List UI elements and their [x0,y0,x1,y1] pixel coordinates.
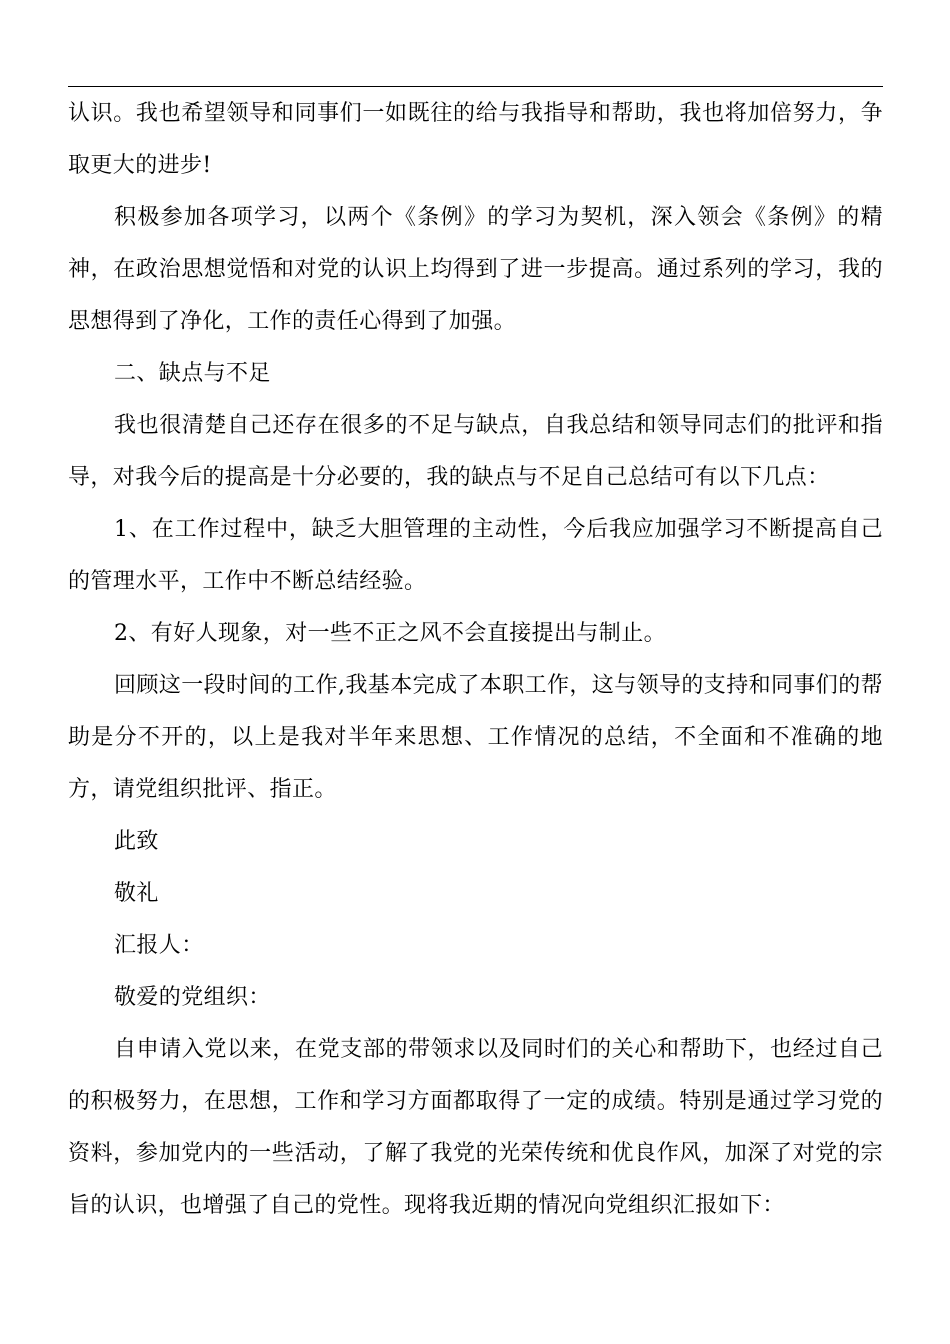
paragraph-shortcomings-intro: 我也很清楚自己还存在很多的不足与缺点，自我总结和领导同志们的批评和指导，对我今后的提高是十分必要的，我的缺点与不足自己总结可有以下几点： [68,413,883,490]
list-item-2: 2、有好人现象，对一些不正之风不会直接提出与制止。 [114,621,666,646]
reporter-label: 汇报人： [114,933,204,958]
paragraph-review: 回顾这一段时间的工作,我基本完成了本职工作，这与领导的支持和同事们的帮助是分不开的，以上是我对半年来思想、工作情况的总结，不全面和不准确的地方，请党组织批评、指正。 [68,673,883,802]
closing-jingli: 敬礼 [114,881,159,906]
document-body [68,88,883,1232]
paragraph-study: 积极参加各项学习，以两个《条例》的学习为契机，深入领会《条例》的精神，在政治思想觉悟和对党的认识上均得到了进一步提高。通过系列的学习，我的思想得到了净化，工作的责任心得到了加强。 [68,205,883,334]
list-item-1: 1、在工作过程中，缺乏大胆管理的主动性，今后我应加强学习不断提高自己的管理水平，工作中不断总结经验。 [68,517,883,594]
paragraph-continuation: 认识。我也希望领导和同事们一如既往的给与我指导和帮助，我也将加倍努力，争取更大的进步! [68,101,883,178]
closing-cizhi: 此致 [114,829,159,854]
header-rule [68,86,883,87]
paragraph-report-intro: 自申请入党以来，在党支部的带领求以及同时们的关心和帮助下，也经过自己的积极努力，在思想，工作和学习方面都取得了一定的成绩。特别是通过学习党的资料，参加党内的一些活动，了解了我党的光荣传统和优良作风，加深了对党的宗旨的认识，也增强了自己的党性。现将我近期的情况向党组织汇报如下： [68,1037,883,1218]
section-heading-shortcomings: 二、缺点与不足 [114,361,271,386]
salutation: 敬爱的党组织： [114,985,271,1010]
